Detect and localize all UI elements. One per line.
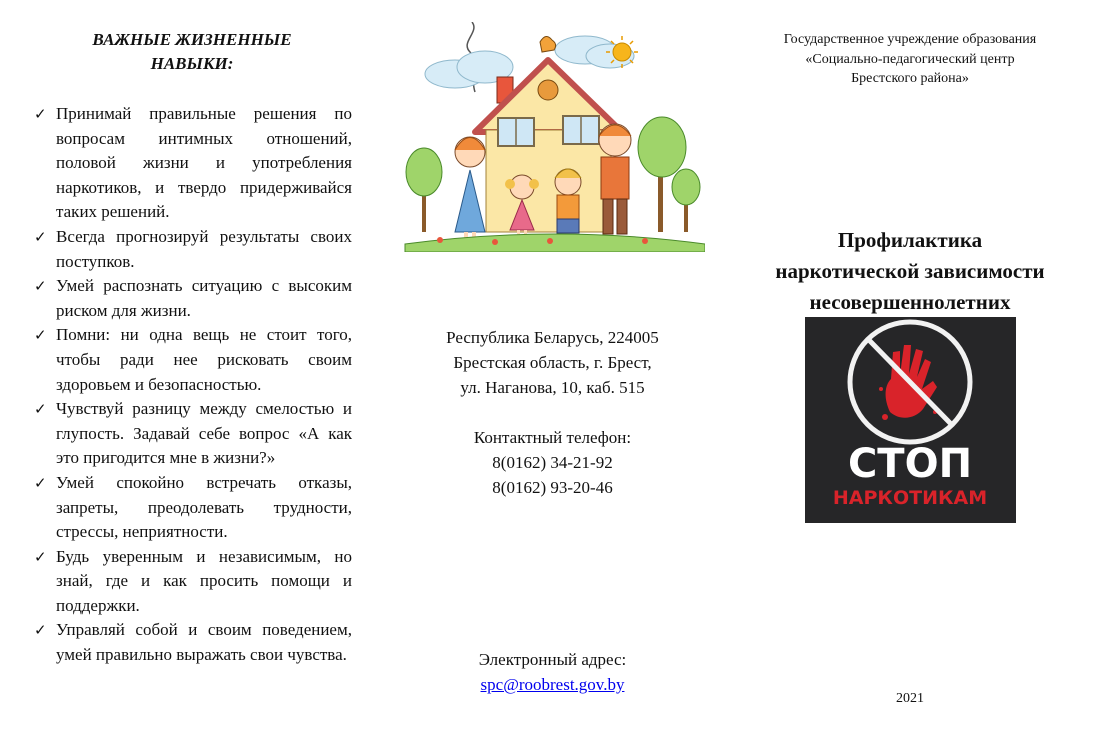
skill-text: Умей распознать ситуацию с высоким риском для жизни. bbox=[56, 276, 352, 320]
list-item bbox=[32, 618, 352, 667]
address-line: Брестская область, г. Брест, bbox=[453, 353, 652, 372]
skills-panel bbox=[32, 28, 352, 668]
contacts-block bbox=[400, 325, 705, 500]
skills-list bbox=[32, 102, 352, 668]
email-label: Электронный адрес: bbox=[478, 650, 627, 669]
stop-drugs-emblem bbox=[805, 317, 1016, 523]
institution-line: «Социально-педагогический центр bbox=[805, 51, 1015, 67]
institution-line: Государственное учреждение образования bbox=[783, 32, 1037, 47]
list-item bbox=[32, 323, 352, 397]
cover-panel bbox=[755, 30, 1065, 706]
checkmark-icon: ✓ bbox=[34, 227, 47, 246]
checkmark-icon: ✓ bbox=[34, 547, 47, 566]
stop-drugs-logo bbox=[805, 317, 1016, 523]
checkmark-icon: ✓ bbox=[34, 277, 47, 296]
institution-line: Брестского района» bbox=[851, 71, 969, 86]
phone-number: 8(0162) 34-21-92 bbox=[492, 453, 613, 472]
list-item bbox=[32, 397, 352, 471]
logo-text-stop: СТОП bbox=[847, 441, 973, 487]
list-item bbox=[32, 225, 352, 274]
checkmark-icon: ✓ bbox=[34, 326, 47, 345]
address-line: ул. Наганова, 10, каб. 515 bbox=[460, 378, 645, 397]
brochure-title bbox=[755, 225, 1065, 318]
skill-text: Чувствуй разницу между смелостью и глупость. Задавай себе вопрос «А как это пригодится мне в жизни?» bbox=[56, 399, 352, 468]
title-line: несовершеннолетних bbox=[809, 290, 1011, 314]
email-link[interactable]: spc@roobrest.gov.by bbox=[480, 675, 625, 694]
list-item bbox=[32, 274, 352, 323]
skill-text: Будь уверенным и независимым, но знай, где и как просить помощи и поддержки. bbox=[56, 546, 352, 615]
skill-text: Принимай правильные решения по вопросам интимных отношений, половой жизни и употребления наркотиков, и твердо придерживайся таких решений. bbox=[56, 104, 352, 222]
checkmark-icon: ✓ bbox=[34, 400, 47, 419]
address-line: Республика Беларусь, 224005 bbox=[446, 328, 659, 347]
checkmark-icon: ✓ bbox=[34, 473, 47, 492]
list-item bbox=[32, 102, 352, 225]
skill-text: Помни: ни одна вещь не стоит того, чтобы ради нее рисковать своим здоровьем и безопасностью. bbox=[56, 325, 352, 394]
skill-text: Всегда прогнозируй результаты своих поступков. bbox=[56, 226, 352, 271]
list-item bbox=[32, 545, 352, 619]
phone-label: Контактный телефон: bbox=[473, 428, 632, 447]
skill-text: Умей спокойно встречать отказы, запреты, преодолевать трудности, стрессы, неприятности. bbox=[56, 472, 352, 542]
skills-title-line1: ВАЖНЫЕ ЖИЗНЕННЫЕ bbox=[92, 30, 292, 49]
publication-year: 2021 bbox=[896, 691, 924, 706]
skills-title bbox=[42, 28, 342, 76]
skill-text: Управляй собой и своим поведением, умей правильно выражать свои чувства. bbox=[56, 620, 352, 665]
title-line: наркотической зависимости bbox=[775, 259, 1045, 283]
phone-number: 8(0162) 93-20-46 bbox=[492, 478, 613, 497]
checkmark-icon: ✓ bbox=[34, 105, 47, 123]
skills-title-line2: НАВЫКИ: bbox=[150, 54, 234, 73]
email-block bbox=[400, 647, 705, 697]
institution-name bbox=[755, 30, 1065, 89]
family-house-illustration bbox=[400, 22, 705, 252]
title-line: Профилактика bbox=[837, 228, 983, 252]
checkmark-icon: ✓ bbox=[34, 621, 47, 640]
list-item bbox=[32, 471, 352, 545]
logo-text-drugs: НАРКОТИКАМ bbox=[832, 487, 988, 509]
